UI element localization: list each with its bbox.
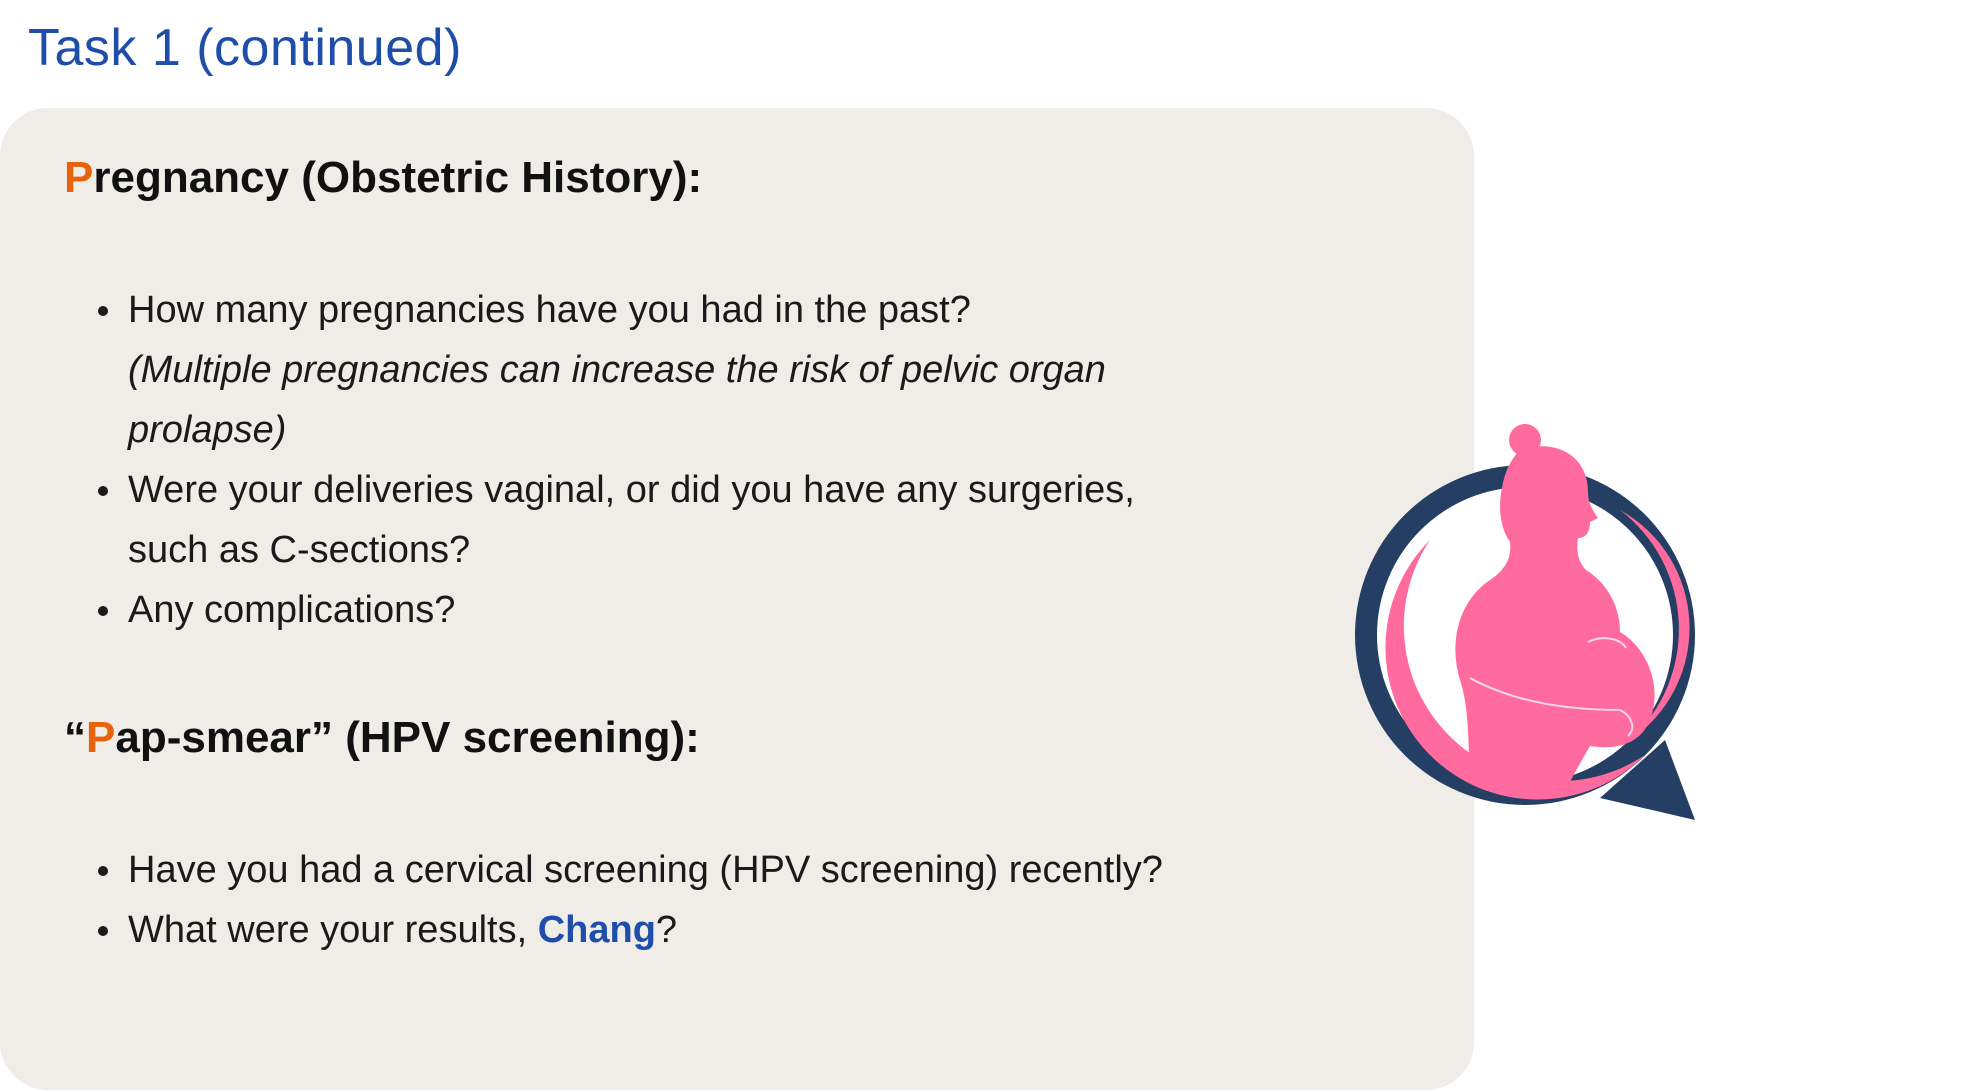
pregnancy-heading xyxy=(64,150,702,206)
pregnancy-heading-text: regnancy (Obstetric History): xyxy=(93,153,703,202)
patient-name: Chang xyxy=(537,909,656,951)
pap-smear-heading-quote: “ xyxy=(64,713,86,762)
pap-smear-questions-list xyxy=(70,840,1188,960)
pregnant-woman-speech-bubble-icon xyxy=(1320,410,1720,840)
pregnancy-heading-initial: P xyxy=(64,153,94,202)
pregnancy-questions-list xyxy=(70,280,1188,640)
question-text-before: What were your results, xyxy=(128,909,538,951)
list-item xyxy=(128,840,1188,900)
list-item xyxy=(128,580,1188,640)
question-text: Were your deliveries vaginal, or did you have any surgeries, such as C-sections? xyxy=(128,469,1135,571)
pap-smear-heading-text: ap-smear” (HPV screening): xyxy=(115,713,700,762)
question-text: Have you had a cervical screening (HPV screening) recently? xyxy=(128,849,1163,891)
list-item xyxy=(128,900,1188,960)
list-item xyxy=(128,280,1188,460)
question-text: Any complications? xyxy=(128,589,456,631)
page-title: Task 1 (continued) xyxy=(28,19,462,77)
question-note: (Multiple pregnancies can increase the risk of pelvic organ prolapse) xyxy=(128,349,1106,451)
question-text: How many pregnancies have you had in the past? xyxy=(128,289,971,331)
question-text-after: ? xyxy=(655,909,678,951)
list-item xyxy=(128,460,1188,580)
pap-smear-heading xyxy=(64,710,700,766)
pap-smear-heading-initial: P xyxy=(86,713,116,762)
